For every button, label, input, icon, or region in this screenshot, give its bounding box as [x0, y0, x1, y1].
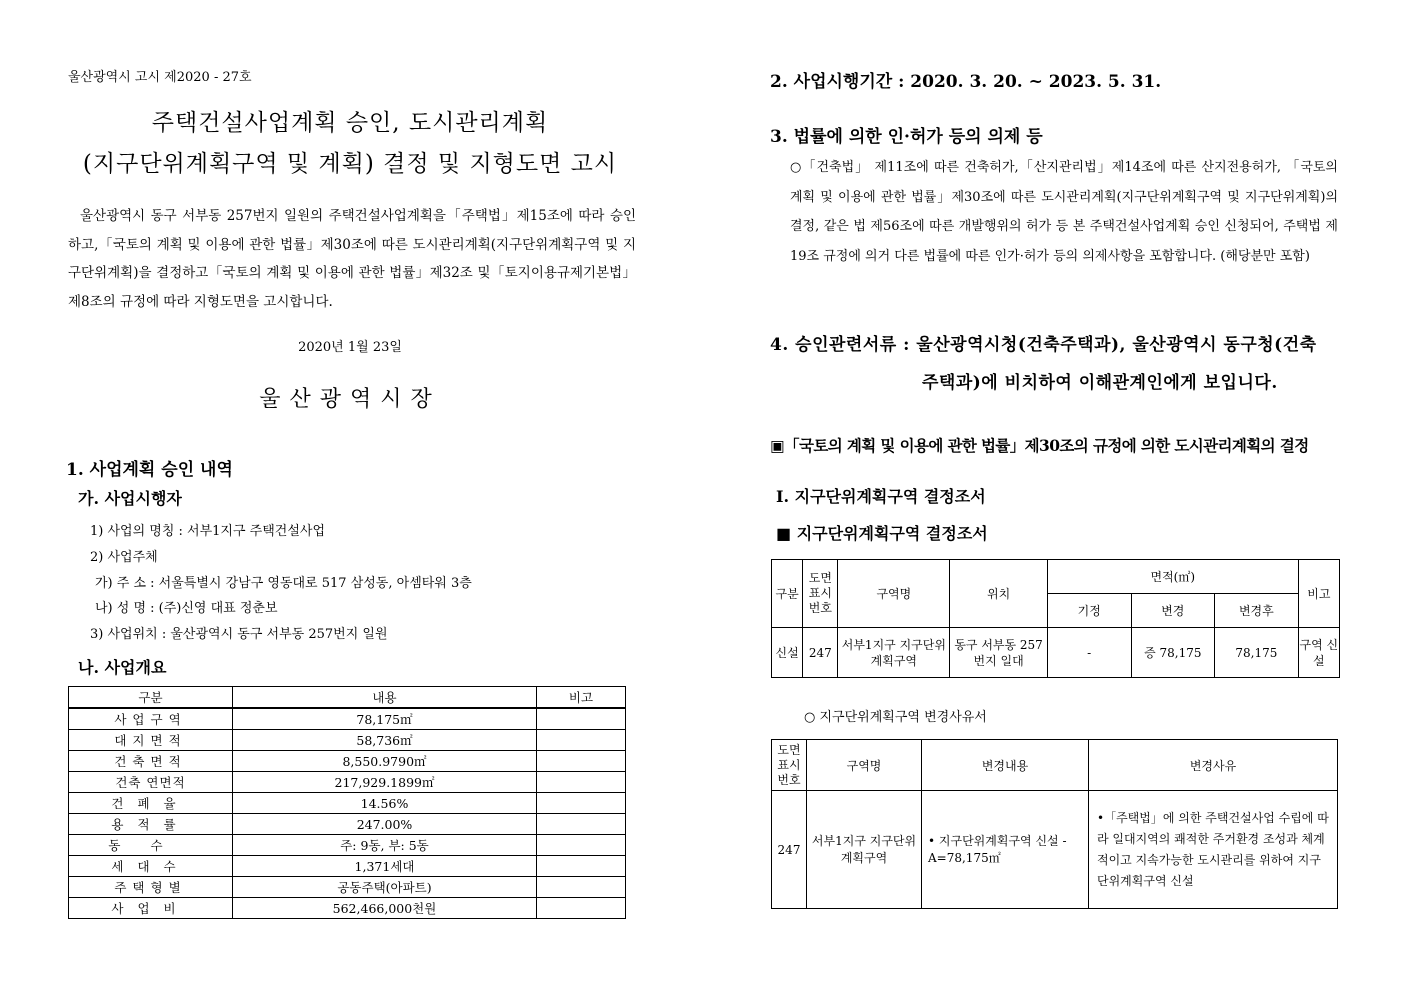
section3-title: 3. 법률에 의한 인·허가 등의 의제 등 — [770, 127, 1043, 147]
row-note — [537, 898, 626, 919]
row-value: 8,550.9790㎡ — [233, 751, 537, 772]
cell-reason: •「주택법」에 의한 주택건설사업 수립에 따라 일대지역의 쾌적한 주거환경 조성과 체계적이고 지속가능한 도시관리를 위하여 지구단위계획구역 신설 — [1089, 791, 1338, 909]
reason-heading: ○ 지구단위계획구역 변경사유서 — [804, 710, 987, 725]
col-header: 위치 — [950, 560, 1048, 628]
row-value: 247.00% — [233, 814, 537, 835]
row-key: 세대수 — [69, 856, 233, 877]
row-note — [537, 814, 626, 835]
notice-date: 2020년 1월 23일 — [298, 340, 402, 355]
table-row — [69, 751, 626, 772]
square-heading: ■ 지구단위계획구역 결정조서 — [776, 524, 988, 543]
col-header: 변경 — [1131, 594, 1215, 628]
roman-heading: Ⅰ. 지구단위계획구역 결정조서 — [776, 487, 986, 506]
notice-number: 울산광역시 고시 제2020 - 27호 — [68, 70, 252, 85]
row-key: 건축면적 — [69, 751, 233, 772]
item-ceo: 나) 성 명 : (주)신영 대표 정춘보 — [95, 601, 278, 616]
col-header: 도면표시번호 — [772, 740, 807, 791]
col-header: 구역명 — [807, 740, 922, 791]
item-entity: 2) 사업주체 — [90, 550, 158, 565]
row-key: 건축 연면적 — [69, 772, 233, 793]
row-note — [537, 751, 626, 772]
overview-table — [68, 686, 626, 919]
cell-name: 서부1지구 지구단위계획구역 — [807, 791, 922, 909]
row-note — [537, 835, 626, 856]
subsection-ga: 가. 사업시행자 — [78, 489, 182, 508]
row-key: 대지면적 — [69, 730, 233, 751]
row-note — [537, 793, 626, 814]
col-header: 기정 — [1047, 594, 1131, 628]
col-header: 구역명 — [838, 560, 950, 628]
cell-existing: - — [1047, 628, 1131, 678]
col-header: 비고 — [537, 687, 626, 709]
cell-location: 동구 서부동 257번지 일대 — [950, 628, 1048, 678]
row-value: 1,371세대 — [233, 856, 537, 877]
row-note — [537, 877, 626, 898]
row-note — [537, 772, 626, 793]
item-address: 가) 주 소 : 서울특별시 강남구 영동대로 517 삼성동, 아셈타워 3층 — [95, 576, 472, 591]
notice-title-line1: 주택건설사업계획 승인, 도시관리계획 — [151, 110, 549, 136]
table-row — [69, 772, 626, 793]
row-value: 14.56% — [233, 793, 537, 814]
row-value: 주: 9동, 부: 5동 — [233, 835, 537, 856]
cell-content: • 지구단위계획구역 신설 - A=78,175㎡ — [922, 791, 1089, 909]
col-header: 도면표시번호 — [803, 560, 838, 628]
row-key: 주택형별 — [69, 877, 233, 898]
row-key: 사업비 — [69, 898, 233, 919]
cell-change: 증 78,175 — [1131, 628, 1215, 678]
section3-paragraph: ○「건축법」 제11조에 따른 건축허가,「산지관리법」제14조에 따른 산지전용허가, 「국토의 계획 및 이용에 관한 법률」제30조에 따른 도시관리계획(지구단위계획구역 및 지구단위계획)의 결정, 같은 법 제56조에 따른 개발행위의 허가 등 본 주택건설사업계획 승인 신청되어, 주택법 제19조 규정에 의거 다른 법률에 따른 인가·허가 등의 의제사항을 포함합니다. (해당분만 포함) — [790, 160, 1338, 264]
row-value: 217,929.1899㎡ — [233, 772, 537, 793]
row-note — [537, 730, 626, 751]
row-value: 공동주택(아파트) — [233, 877, 537, 898]
cell-note: 구역 신설 — [1298, 628, 1339, 678]
row-key: 건폐율 — [69, 793, 233, 814]
col-header: 면적(㎡) — [1047, 560, 1298, 594]
row-value: 78,175㎡ — [233, 708, 537, 730]
cell-no: 247 — [803, 628, 838, 678]
col-header: 구분 — [772, 560, 803, 628]
issuer-mayor: 울산광역시장 — [259, 387, 441, 412]
table-row — [69, 898, 626, 919]
cell-no: 247 — [772, 791, 807, 909]
row-key: 용적률 — [69, 814, 233, 835]
col-header: 내용 — [233, 687, 537, 709]
table-row — [69, 730, 626, 751]
col-header: 구분 — [69, 687, 233, 709]
row-note — [537, 856, 626, 877]
table-row — [69, 814, 626, 835]
section4-line1: 4. 승인관련서류 : 울산광역시청(건축주택과), 울산광역시 동구청(건축 — [770, 335, 1317, 355]
section2-period: 2. 사업시행기간 : 2020. 3. 20. ~ 2023. 5. 31. — [770, 72, 1162, 92]
col-header: 변경사유 — [1089, 740, 1338, 791]
table-row — [69, 708, 626, 730]
table-row — [69, 877, 626, 898]
section1-title: 1. 사업계획 승인 내역 — [66, 460, 233, 480]
table-row — [772, 791, 1338, 909]
reason-table — [771, 739, 1338, 909]
subsection-na: 나. 사업개요 — [78, 658, 167, 677]
row-value: 58,736㎡ — [233, 730, 537, 751]
section4-line2: 주택과)에 비치하여 이해관계인에게 보입니다. — [922, 373, 1278, 393]
decision-table — [771, 559, 1340, 678]
row-key: 동수 — [69, 835, 233, 856]
row-value: 562,466,000천원 — [233, 898, 537, 919]
col-header: 비고 — [1298, 560, 1339, 628]
item-location: 3) 사업위치 : 울산광역시 동구 서부동 257번지 일원 — [90, 627, 388, 642]
table-row — [69, 793, 626, 814]
row-note — [537, 708, 626, 730]
cell-gubun: 신설 — [772, 628, 803, 678]
table-row — [69, 835, 626, 856]
notice-title-line2: (지구단위계획구역 및 계획) 결정 및 지형도면 고시 — [82, 151, 618, 177]
cell-after: 78,175 — [1215, 628, 1299, 678]
item-project-name: 1) 사업의 명칭 : 서부1지구 주택건설사업 — [90, 524, 326, 539]
col-header: 변경후 — [1215, 594, 1299, 628]
table-row — [69, 856, 626, 877]
decision-heading: ▣「국토의 계획 및 이용에 관한 법률」제30조의 규정에 의한 도시관리계획의 결정 — [770, 436, 1309, 455]
cell-name: 서부1지구 지구단위계획구역 — [838, 628, 950, 678]
col-header: 변경내용 — [922, 740, 1089, 791]
notice-body: 울산광역시 동구 서부동 257번지 일원의 주택건설사업계획을「주택법」제15조에 따라 승인하고,「국토의 계획 및 이용에 관한 법률」제30조에 따른 도시관리계획(지구단위계획구역 및 지구단위계획)을 결정하고「국토의 계획 및 이용에 관한 법률」제32조 및「토지이용규제기본법」제8조의 규정에 따라 지형도면을 고시합니다. — [68, 208, 636, 310]
row-key: 사업구역 — [69, 708, 233, 730]
table-row — [772, 628, 1340, 678]
